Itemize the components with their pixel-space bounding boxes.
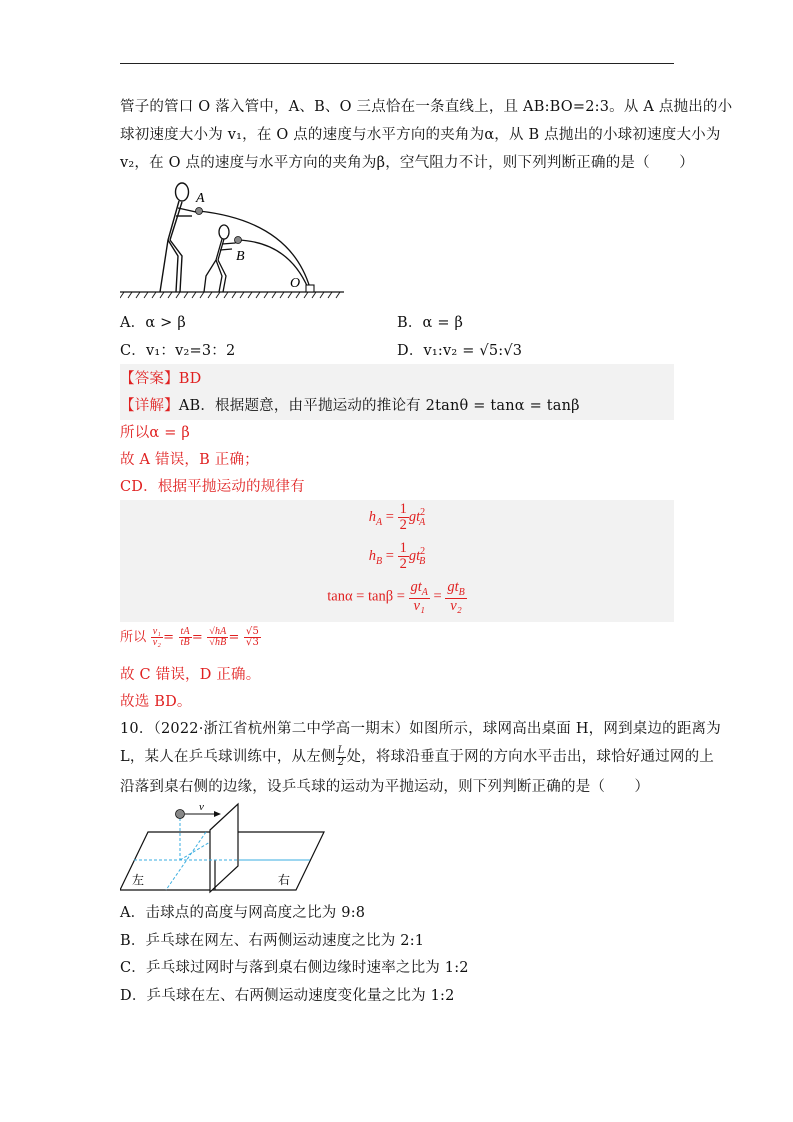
q9-option-a[interactable]: A．α > β (120, 315, 186, 331)
q10-stem-line2: L，某人在乒乓球训练中，从左侧 $\frac{L}{2}$ 处，将球沿垂直于网的方向水平击出，球恰好通过网的上 (120, 745, 714, 768)
label-b: B (236, 249, 245, 264)
ping-pong-ball (176, 810, 185, 819)
label-o: O (290, 276, 301, 291)
thrower-a (160, 183, 199, 292)
q10-option-d[interactable]: D．乒乓球在左、右两侧运动速度变化量之比为 1:2 (120, 988, 455, 1004)
label-v: v (199, 801, 204, 813)
analysis-line3: 故 A 错误，B 正确； (120, 452, 259, 468)
conclusion2: 故选 BD。 (120, 694, 192, 710)
q9-option-d[interactable]: D．v₁:v₂ = √5:√3 (397, 343, 523, 359)
equation-hb: $h_B$ = $\frac{1}{2}$ $gt^2_B$ (368, 540, 426, 573)
label-a: A (196, 191, 205, 206)
header-rule (120, 63, 674, 64)
q10-option-b[interactable]: B．乒乓球在网左、右两侧运动速度之比为 2:1 (120, 933, 425, 949)
q9-stem-line2: 球初速度大小为 v₁，在 O 点的速度与水平方向的夹角为α，从 B 点抛出的小球初速度大小为 (120, 127, 721, 143)
q10-option-c[interactable]: C．乒乓球过网时与落到桌右侧边缘时速率之比为 1:2 (120, 960, 469, 976)
ball-a (196, 208, 203, 215)
analysis-tag: 【详解】 (120, 398, 179, 414)
thrower-b (204, 225, 238, 292)
equation-ha: $h_A$ = $\frac{1}{2}$ $gt^2_A$ (368, 501, 426, 534)
analysis-line1 (120, 394, 580, 415)
q9-option-c[interactable]: C．v₁：v₂=3：2 (120, 343, 236, 359)
analysis-line2: 所以α = β (120, 425, 190, 441)
ball-b (235, 237, 242, 244)
q9-stem-line3: v₂，在 O 点的速度与水平方向的夹角为β，空气阻力不计，则下列判断正确的是（ ） (120, 155, 694, 171)
q9-stem-line1: 管子的管口 O 落入管中，A、B、O 三点恰在一条直线上，且 AB:BO=2:3。从 A 点抛出的小 (120, 99, 733, 115)
label-left: 左 (132, 873, 145, 887)
conclusion1: 故 C 错误，D 正确。 (120, 667, 261, 683)
q10-stem-line1: 10．（2022·浙江省杭州第二中学高一期末）如图所示，球网高出桌面 H，网到桌边的距离为 (120, 721, 721, 737)
q10-stem-line3: 沿落到桌右侧的边缘，设乒乓球的运动为平抛运动，则下列判断正确的是（ ） (120, 779, 650, 795)
velocity-arrow-icon (214, 811, 221, 817)
q10-figure (120, 800, 330, 896)
q9-option-b[interactable]: B．α = β (397, 315, 464, 331)
label-right: 右 (278, 873, 291, 887)
analysis-line4: CD．根据平抛运动的规律有 (120, 479, 305, 495)
analysis-ab: AB．根据题意，由平抛运动的推论有 2tanθ = tanα = tanβ (178, 398, 580, 414)
q9-figure (120, 176, 348, 302)
tube-o (306, 285, 314, 292)
q10-option-a[interactable]: A．击球点的高度与网高度之比为 9:8 (120, 905, 366, 921)
answer-label: 【答案】BD (120, 371, 202, 387)
equation-tan: tanα = tanβ = $\frac{gt_A}{\text{v₁}}$ = $\frac{gt_B}{\text{v₂}}$ (327, 579, 465, 615)
ratio-line: 所以 $\frac{\text{v₁}}{\text{v₂}}$ = $\frac{tA}{tB}$ = $\frac{√hA}{√hB}$ = $\frac{√5}{√3}$ (120, 625, 260, 648)
